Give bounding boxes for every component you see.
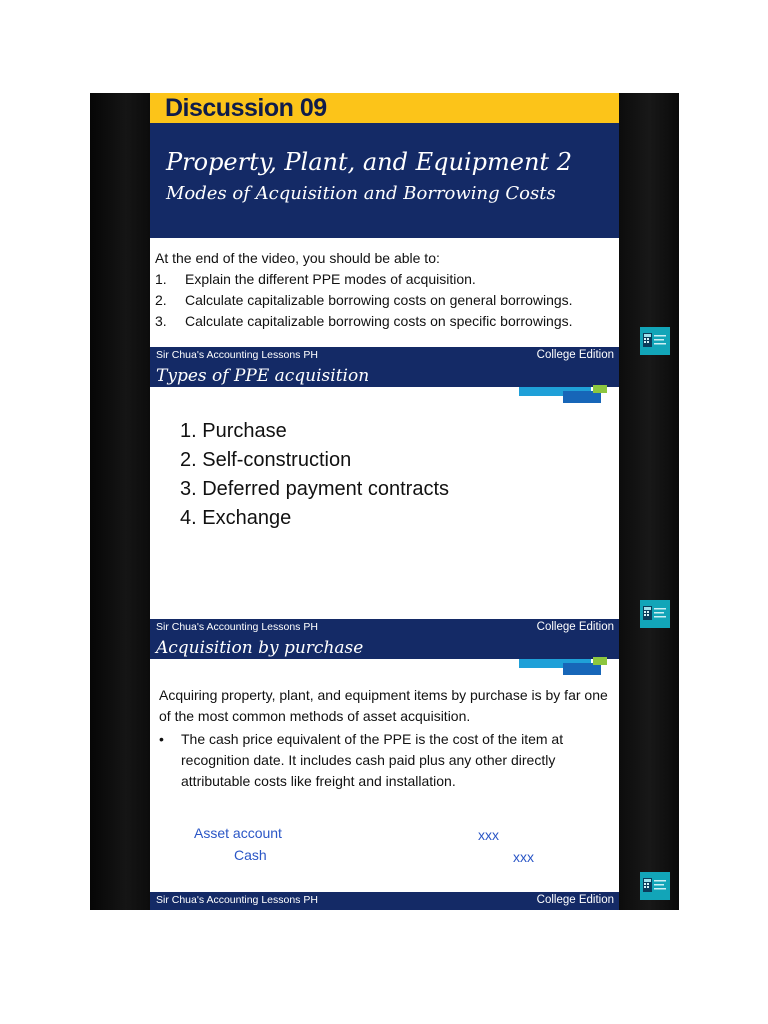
slide-footer bbox=[150, 619, 619, 637]
objectives-intro: At the end of the video, you should be able to: bbox=[155, 250, 440, 266]
section-title: Acquisition by purchase bbox=[156, 638, 364, 658]
footer-brand: Sir Chua's Accounting Lessons PH bbox=[156, 349, 318, 361]
section-title: Types of PPE acquisition bbox=[156, 366, 370, 386]
footer-edition: College Edition bbox=[536, 894, 614, 906]
objective-text: Calculate capitalizable borrowing costs on general borrowings. bbox=[185, 292, 573, 308]
title-banner bbox=[150, 123, 619, 238]
calculator-thumbnail-icon[interactable] bbox=[640, 327, 670, 355]
objective-text: Explain the different PPE modes of acquisition. bbox=[185, 271, 476, 287]
objective-number: 3. bbox=[155, 313, 167, 329]
slide-title bbox=[150, 93, 619, 365]
right-dark-band bbox=[619, 93, 679, 910]
purchase-paragraph: Acquiring property, plant, and equipment items by purchase is by far one of the most common methods of asset acquisition. bbox=[159, 687, 608, 724]
list-item: 3. Deferred payment contracts bbox=[180, 478, 450, 500]
bullet-text: The cash price equivalent of the PPE is the cost of the item at recognition date. It includes cash paid plus any other directly attributable costs like freight and installation. bbox=[181, 731, 564, 789]
objective-number: 2. bbox=[155, 292, 167, 308]
footer-brand: Sir Chua's Accounting Lessons PH bbox=[156, 894, 318, 906]
list-item: 1. Purchase bbox=[180, 420, 287, 442]
discussion-title: Discussion 09 bbox=[165, 94, 327, 122]
journal-credit-amount: xxx bbox=[513, 849, 534, 865]
calculator-thumbnail-icon[interactable] bbox=[640, 600, 670, 628]
journal-debit-amount: xxx bbox=[478, 827, 499, 843]
footer-brand: Sir Chua's Accounting Lessons PH bbox=[156, 621, 318, 633]
section-title-bar bbox=[150, 637, 619, 659]
list-item: 2. Self-construction bbox=[180, 449, 352, 471]
list-item: 4. Exchange bbox=[180, 507, 292, 529]
left-dark-band bbox=[90, 93, 150, 910]
bullet-marker: • bbox=[159, 731, 164, 747]
objective-number: 1. bbox=[155, 271, 167, 287]
journal-debit-account: Asset account bbox=[194, 825, 282, 841]
decorative-blocks bbox=[519, 385, 619, 411]
slide-footer bbox=[150, 892, 619, 910]
document-page bbox=[90, 93, 679, 910]
slide-subtitle: Modes of Acquisition and Borrowing Costs bbox=[166, 183, 556, 204]
objective-text: Calculate capitalizable borrowing costs on specific borrowings. bbox=[185, 313, 573, 329]
slide-main-title: Property, Plant, and Equipment 2 bbox=[166, 148, 572, 176]
journal-credit-account: Cash bbox=[234, 847, 267, 863]
slide-purchase bbox=[150, 637, 619, 910]
section-title-bar bbox=[150, 365, 619, 387]
footer-edition: College Edition bbox=[536, 349, 614, 361]
slide-types bbox=[150, 365, 619, 637]
calculator-thumbnail-icon[interactable] bbox=[640, 872, 670, 900]
decorative-blocks bbox=[519, 657, 619, 683]
slide-footer bbox=[150, 347, 619, 365]
discussion-header-bar bbox=[150, 93, 619, 123]
acquisition-types-list bbox=[180, 417, 449, 533]
footer-edition: College Edition bbox=[536, 621, 614, 633]
